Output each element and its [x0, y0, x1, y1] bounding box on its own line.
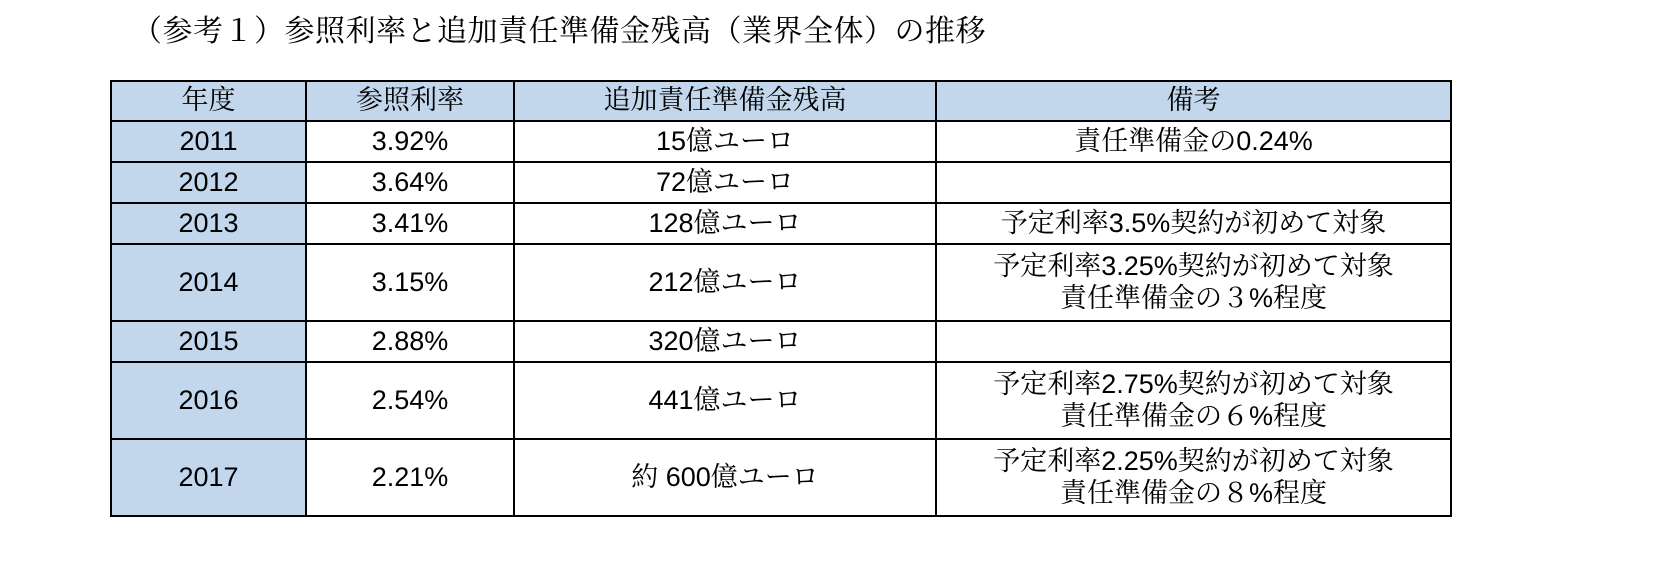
cell-year: 2011 [111, 121, 306, 162]
cell-remarks-line: 予定利率2.25%契約が初めて対象 [993, 445, 1394, 476]
cell-reference-rate: 3.15% [306, 244, 514, 321]
table-header-row [111, 81, 1451, 121]
cell-reference-rate: 2.21% [306, 439, 514, 516]
cell-remarks-line: 責任準備金の６%程度 [1059, 400, 1327, 431]
cell-remarks-line: 責任準備金の0.24% [1074, 125, 1313, 156]
table-row [111, 244, 1451, 321]
cell-remarks [936, 439, 1451, 516]
cell-reference-rate: 2.54% [306, 362, 514, 439]
cell-remarks [936, 203, 1451, 244]
table-caption: （参考１）参照利率と追加責任準備金残高（業界全体）の推移 [132, 15, 986, 48]
column-header-reference-rate: 参照利率 [306, 81, 514, 121]
cell-remarks [936, 162, 1451, 203]
cell-reference-rate: 3.41% [306, 203, 514, 244]
cell-additional-reserve: 15億ユーロ [514, 121, 936, 162]
cell-year: 2017 [111, 439, 306, 516]
table-body [111, 121, 1451, 516]
cell-reference-rate: 3.64% [306, 162, 514, 203]
cell-additional-reserve: 212億ユーロ [514, 244, 936, 321]
reference-table [110, 80, 1452, 517]
cell-additional-reserve: 128億ユーロ [514, 203, 936, 244]
table-row [111, 321, 1451, 362]
cell-year: 2016 [111, 362, 306, 439]
column-header-year: 年度 [111, 81, 306, 121]
cell-year: 2013 [111, 203, 306, 244]
table-row [111, 362, 1451, 439]
cell-year: 2012 [111, 162, 306, 203]
cell-additional-reserve: 72億ユーロ [514, 162, 936, 203]
table-row [111, 162, 1451, 203]
cell-remarks-line: 予定利率2.75%契約が初めて対象 [993, 368, 1394, 399]
table-row [111, 121, 1451, 162]
cell-remarks [936, 321, 1451, 362]
column-header-remarks: 備考 [936, 81, 1451, 121]
cell-remarks-line: 予定利率3.25%契約が初めて対象 [993, 250, 1394, 281]
cell-year: 2015 [111, 321, 306, 362]
cell-remarks [936, 244, 1451, 321]
cell-remarks [936, 362, 1451, 439]
cell-reference-rate: 3.92% [306, 121, 514, 162]
table-header [111, 81, 1451, 121]
cell-additional-reserve: 441億ユーロ [514, 362, 936, 439]
cell-reference-rate: 2.88% [306, 321, 514, 362]
cell-additional-reserve: 約 600億ユーロ [514, 439, 936, 516]
cell-year: 2014 [111, 244, 306, 321]
cell-remarks-line: 予定利率3.5%契約が初めて対象 [1000, 207, 1387, 238]
reference-table-container [110, 80, 1450, 517]
cell-additional-reserve: 320億ユーロ [514, 321, 936, 362]
column-header-additional-reserve: 追加責任準備金残高 [514, 81, 936, 121]
cell-remarks [936, 121, 1451, 162]
table-row [111, 439, 1451, 516]
cell-remarks-line: 責任準備金の８%程度 [1059, 477, 1327, 508]
cell-remarks-line: 責任準備金の３%程度 [1059, 282, 1327, 313]
table-row [111, 203, 1451, 244]
